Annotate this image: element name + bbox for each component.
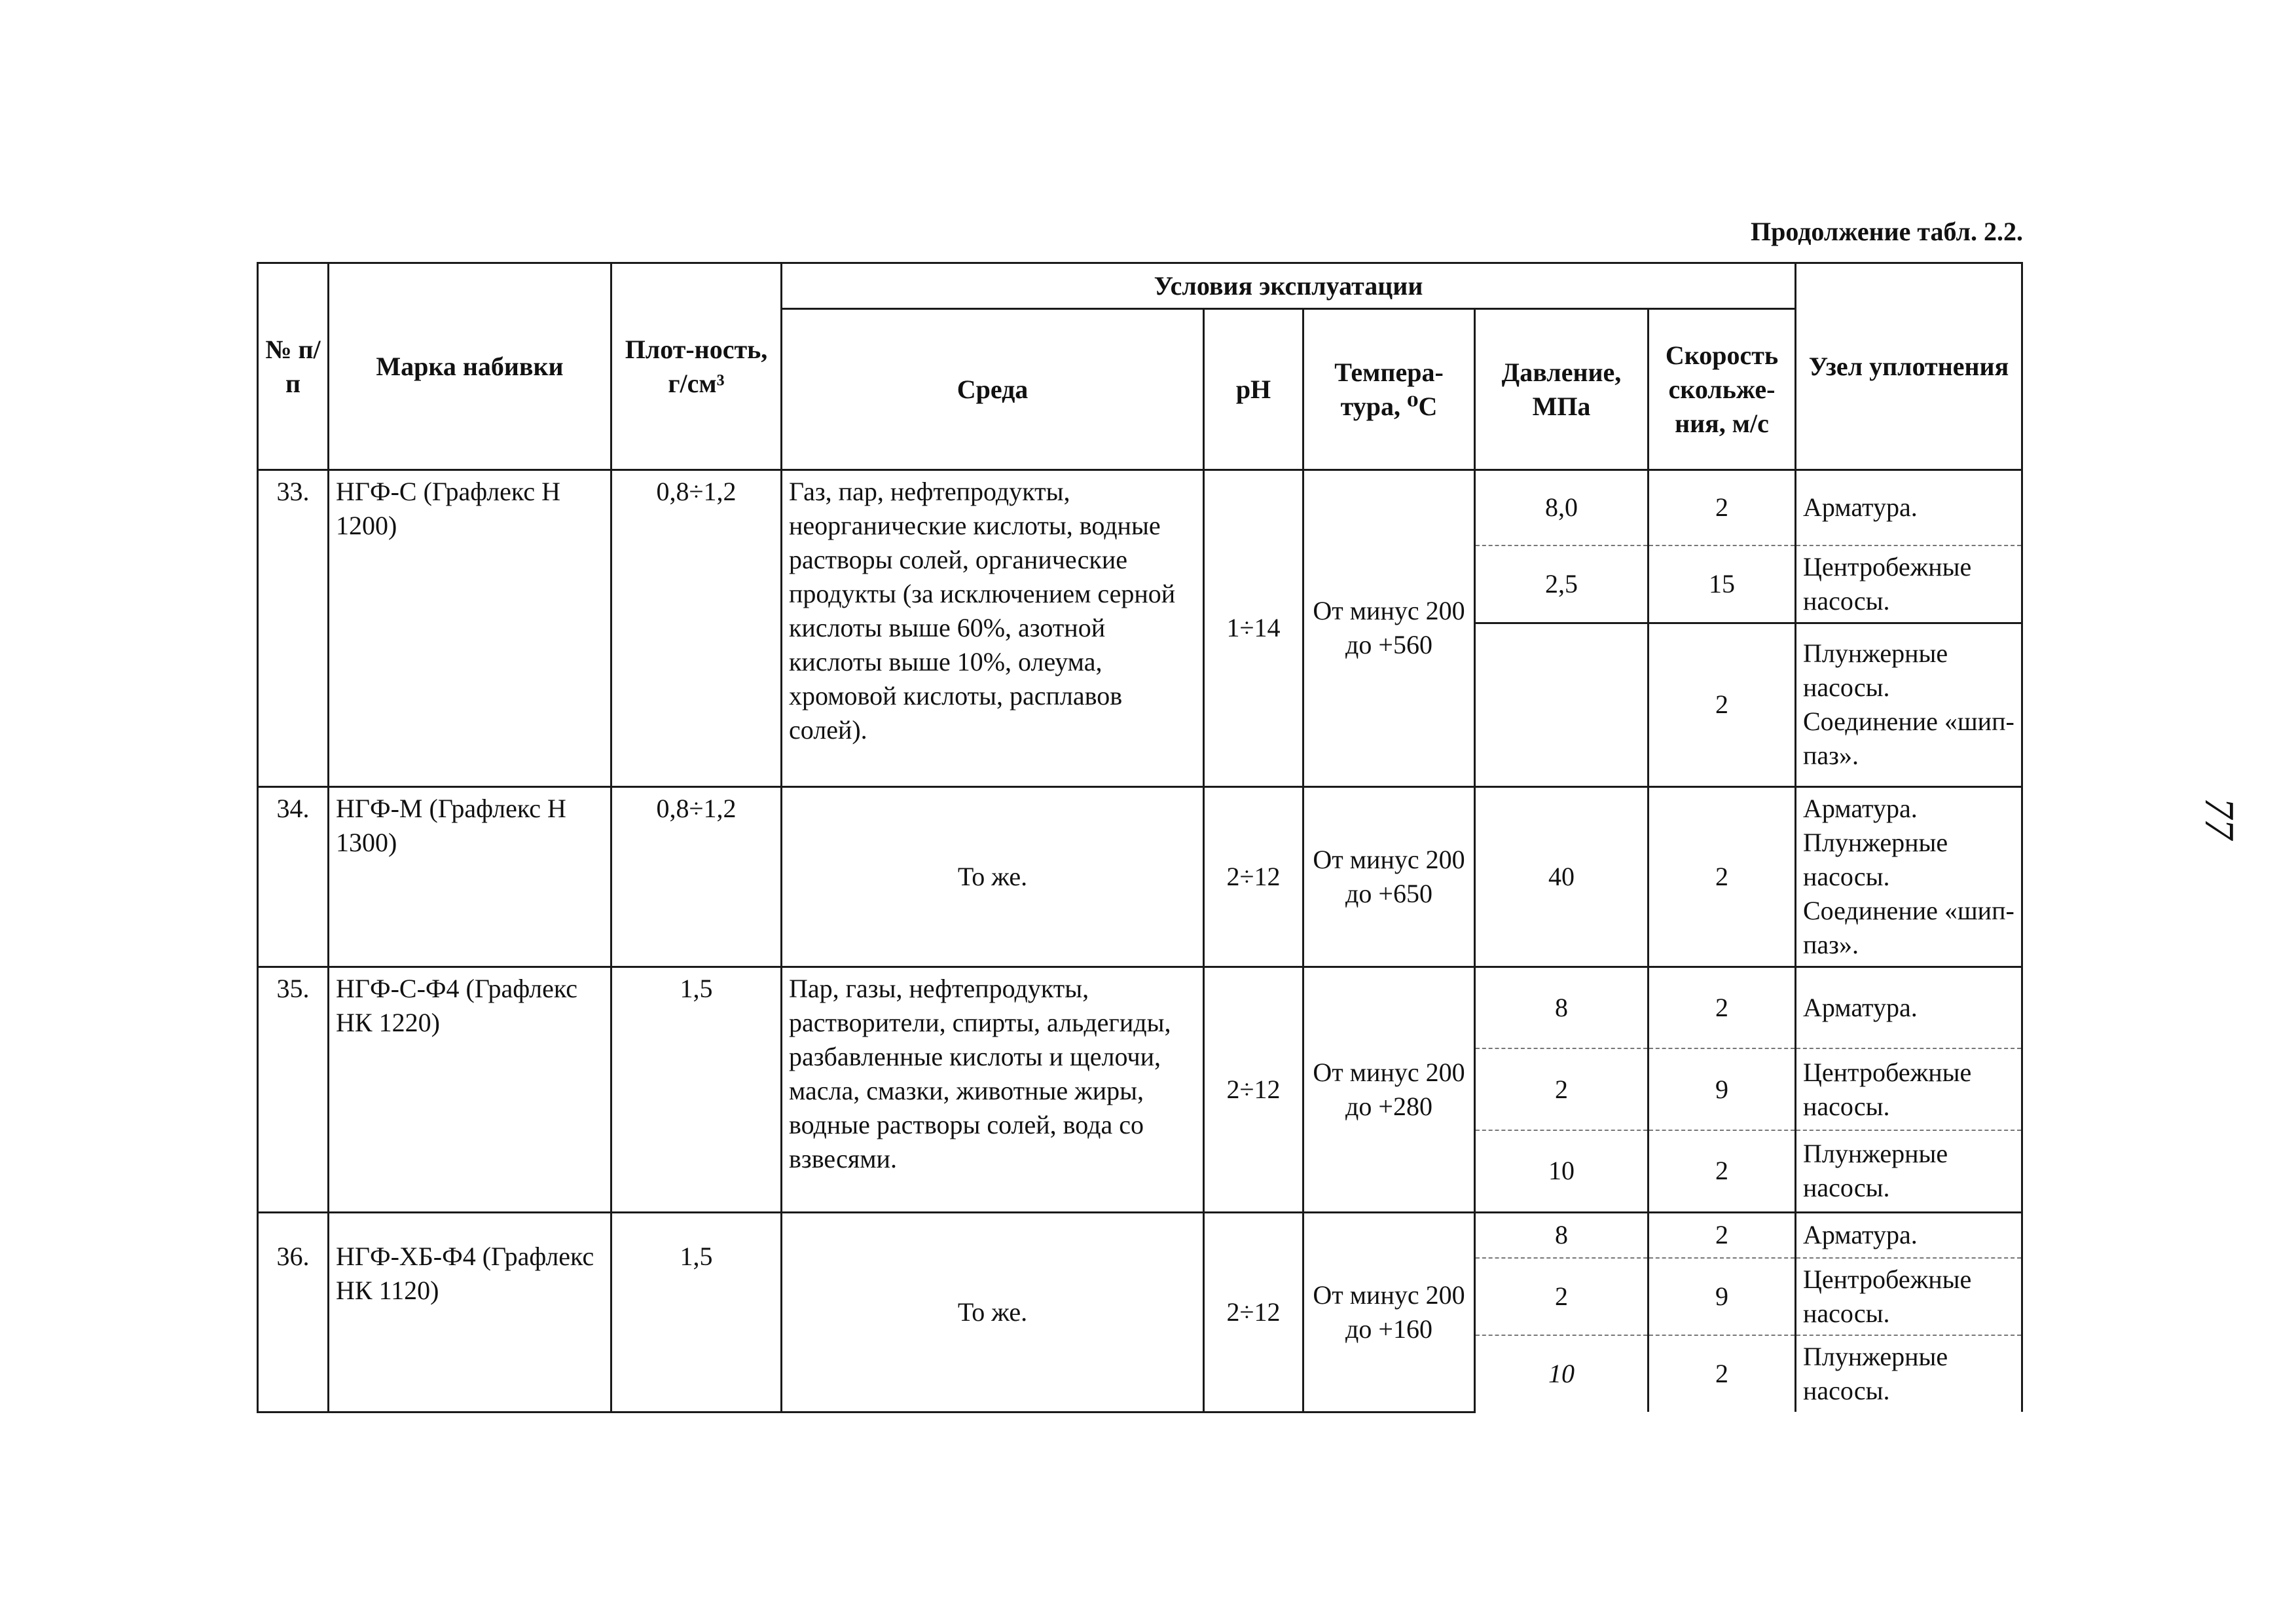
row-node: Арматура. Плунжерные насосы. Соединение «шип-паз».	[1796, 786, 2022, 967]
row-medium: Газ, пар, нефтепродукты, неорганические кислоты, водные растворы солей, органические продукты (за исключением серной кислоты выше 60%, азотной кислоты выше 10%, олеума, хромовой кислоты, расплавов солей).	[782, 470, 1204, 787]
row-num: 35.	[258, 967, 329, 1212]
row-density: 0,8÷1,2	[611, 786, 782, 967]
row-speed: 2	[1649, 623, 1796, 786]
row-speed: 2	[1649, 1212, 1796, 1258]
row-temperature: От минус 200 до +160	[1303, 1212, 1475, 1412]
row-pressure: 10	[1475, 1335, 1649, 1412]
row-pressure: 8,0	[1475, 470, 1649, 545]
row-pressure	[1475, 623, 1649, 786]
row-density: 1,5	[611, 967, 782, 1212]
header-num: № п/п	[258, 263, 329, 470]
table-row	[258, 967, 2022, 1048]
header-brand: Марка набивки	[329, 263, 611, 470]
row-node: Плунжерные насосы. Соединение «шип-паз».	[1796, 623, 2022, 786]
header-node: Узел уплотнения	[1796, 263, 2022, 470]
row-ph: 2÷12	[1204, 786, 1303, 967]
row-medium: То же.	[782, 1212, 1204, 1412]
row-pressure: 10	[1475, 1130, 1649, 1212]
row-density: 1,5	[611, 1212, 782, 1412]
row-num: 36.	[258, 1212, 329, 1412]
row-num: 34.	[258, 786, 329, 967]
row-node: Арматура.	[1796, 967, 2022, 1048]
row-pressure: 40	[1475, 786, 1649, 967]
row-brand: НГФ-С-Ф4 (Графлекс НК 1220)	[329, 967, 611, 1212]
row-node: Плунжерные насосы.	[1796, 1130, 2022, 1212]
header-temperature: Темпера-тура, ⁰С	[1303, 309, 1475, 470]
row-speed: 15	[1649, 545, 1796, 623]
header-speed: Скорость скольже-ния, м/с	[1649, 309, 1796, 470]
table-row	[258, 470, 2022, 545]
row-pressure: 8	[1475, 967, 1649, 1048]
row-speed: 2	[1649, 967, 1796, 1048]
row-node: Арматура.	[1796, 1212, 2022, 1258]
row-pressure: 8	[1475, 1212, 1649, 1258]
packing-table	[257, 262, 2023, 1413]
row-node: Арматура.	[1796, 470, 2022, 545]
row-ph: 2÷12	[1204, 967, 1303, 1212]
header-ph: pH	[1204, 309, 1303, 470]
row-temperature: От минус 200 до +280	[1303, 967, 1475, 1212]
row-brand: НГФ-М (Графлекс Н 1300)	[329, 786, 611, 967]
row-speed: 9	[1649, 1048, 1796, 1130]
table-row	[258, 786, 2022, 967]
row-brand: НГФ-С (Графлекс Н 1200)	[329, 470, 611, 787]
header-pressure: Давление, МПа	[1475, 309, 1649, 470]
row-speed: 2	[1649, 470, 1796, 545]
row-temperature: От минус 200 до +650	[1303, 786, 1475, 967]
row-pressure: 2	[1475, 1258, 1649, 1335]
row-ph: 1÷14	[1204, 470, 1303, 787]
row-speed: 2	[1649, 1130, 1796, 1212]
row-density: 0,8÷1,2	[611, 470, 782, 787]
row-medium: Пар, газы, нефтепродукты, растворители, спирты, альдегиды, разбавленные кислоты и щелочи, масла, смазки, животные жиры, водные растворы солей, вода со взвесями.	[782, 967, 1204, 1212]
row-temperature: От минус 200 до +560	[1303, 470, 1475, 787]
table-caption: Продолжение табл. 2.2.	[1750, 217, 2023, 246]
page-number: 77	[2196, 798, 2243, 840]
row-speed: 9	[1649, 1258, 1796, 1335]
header-medium: Среда	[782, 309, 1204, 470]
row-node: Центробежные насосы.	[1796, 1258, 2022, 1335]
table-row	[258, 1212, 2022, 1258]
row-medium: То же.	[782, 786, 1204, 967]
row-pressure: 2,5	[1475, 545, 1649, 623]
row-node: Центробежные насосы.	[1796, 545, 2022, 623]
row-pressure: 2	[1475, 1048, 1649, 1130]
header-conditions: Условия эксплуатации	[782, 263, 1796, 309]
row-node: Центробежные насосы.	[1796, 1048, 2022, 1130]
row-num: 33.	[258, 470, 329, 787]
row-node: Плунжерные насосы.	[1796, 1335, 2022, 1412]
row-speed: 2	[1649, 1335, 1796, 1412]
header-density: Плот-ность, г/см³	[611, 263, 782, 470]
row-brand: НГФ-ХБ-Ф4 (Графлекс НК 1120)	[329, 1212, 611, 1412]
row-speed: 2	[1649, 786, 1796, 967]
row-ph: 2÷12	[1204, 1212, 1303, 1412]
